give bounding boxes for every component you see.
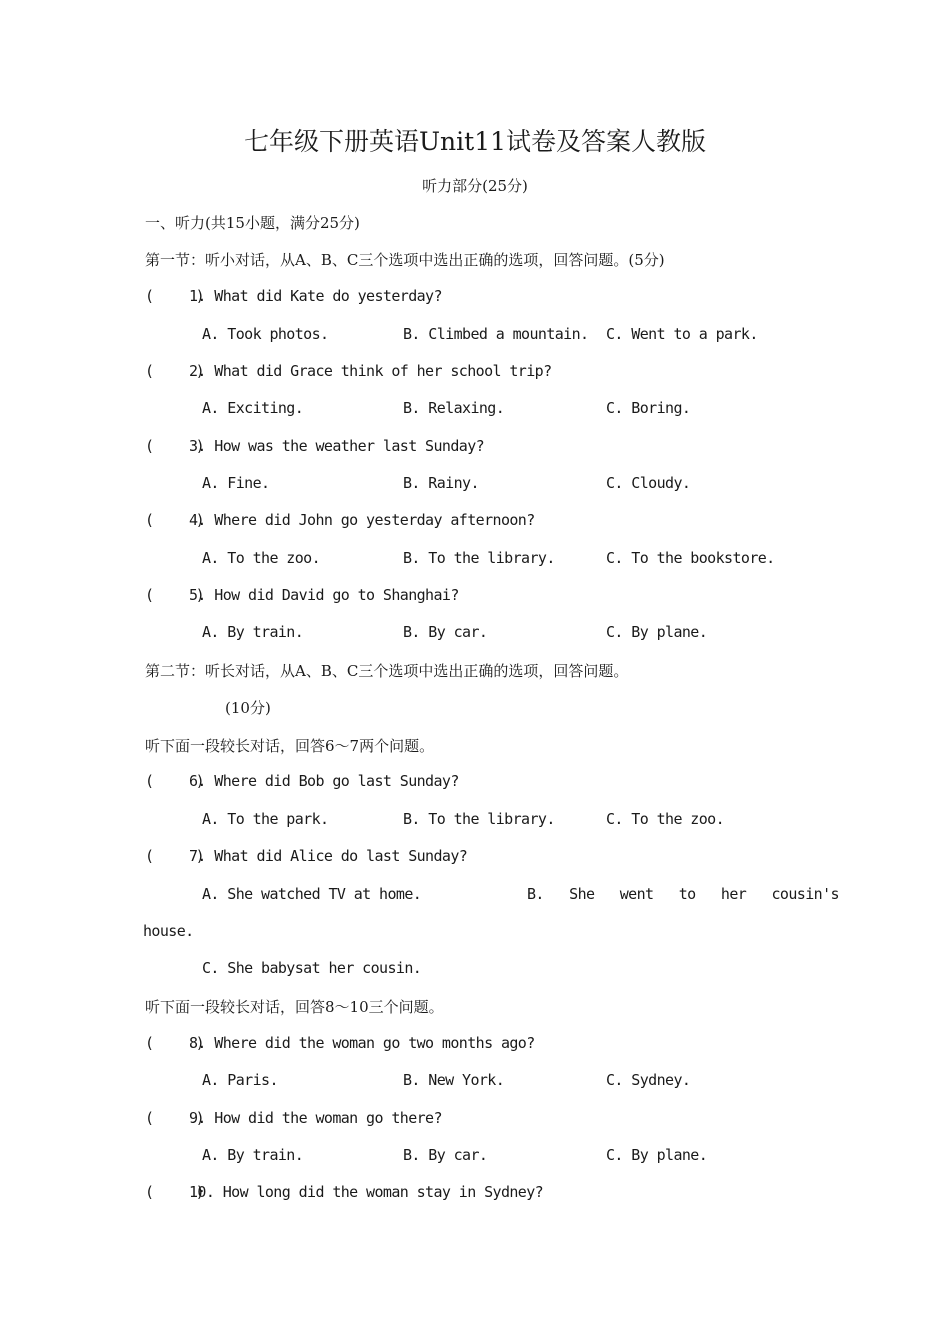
q3-option-b: B. Rainy. [403, 474, 479, 492]
question-text: 4. Where did John go yesterday afternoon? [189, 511, 535, 529]
q4-option-c: C. To the bookstore. [606, 549, 775, 567]
q6-option-b: B. To the library. [403, 810, 555, 828]
answer-blank[interactable]: ( ) [145, 1183, 205, 1201]
q5-option-c: C. By plane. [606, 623, 708, 641]
q6-option-a: A. To the park. [202, 810, 329, 828]
question-9 [145, 1109, 442, 1127]
q7-option-c: C. She babysat her cousin. [202, 959, 422, 977]
q9-option-b: B. By car. [403, 1146, 488, 1164]
q2-option-a: A. Exciting. [202, 399, 304, 417]
q6-option-c: C. To the zoo. [606, 810, 725, 828]
q8-option-c: C. Sydney. [606, 1071, 691, 1089]
question-1 [145, 287, 442, 305]
answer-blank[interactable]: ( ) [145, 437, 205, 455]
answer-blank[interactable]: ( ) [145, 287, 205, 305]
q1-option-b: B. Climbed a mountain. [403, 325, 589, 343]
q7-option-b: B. She went to her cousin's [527, 885, 839, 903]
q5-option-a: A. By train. [202, 623, 304, 641]
question-8 [145, 1034, 535, 1052]
section2-heading: 第二节：听长对话，从A、B、C三个选项中选出正确的选项，回答问题。 [145, 662, 629, 680]
q9-option-c: C. By plane. [606, 1146, 708, 1164]
q2-option-c: C. Boring. [606, 399, 691, 417]
answer-blank[interactable]: ( ) [145, 847, 205, 865]
q8-option-b: B. New York. [403, 1071, 505, 1089]
q1-option-a: A. Took photos. [202, 325, 329, 343]
part1-heading: 一、听力(共15小题，满分25分) [145, 214, 360, 232]
answer-blank[interactable]: ( ) [145, 1034, 205, 1052]
question-text: 6. Where did Bob go last Sunday? [189, 772, 459, 790]
answer-blank[interactable]: ( ) [145, 772, 205, 790]
dialog2-intro: 听下面一段较长对话，回答8～10三个问题。 [145, 998, 444, 1016]
q1-option-c: C. Went to a park. [606, 325, 758, 343]
question-2 [145, 362, 552, 380]
question-text: 5. How did David go to Shanghai? [189, 586, 459, 604]
question-6 [145, 772, 459, 790]
answer-blank[interactable]: ( ) [145, 362, 205, 380]
q4-option-b: B. To the library. [403, 549, 555, 567]
question-text: 7. What did Alice do last Sunday? [189, 847, 468, 865]
page-subtitle: 听力部分(25分) [422, 177, 528, 195]
question-text: 9. How did the woman go there? [189, 1109, 442, 1127]
q9-option-a: A. By train. [202, 1146, 304, 1164]
q8-option-a: A. Paris. [202, 1071, 278, 1089]
answer-blank[interactable]: ( ) [145, 1109, 205, 1127]
q4-option-a: A. To the zoo. [202, 549, 321, 567]
page-title: 七年级下册英语Unit11试卷及答案人教版 [243, 127, 707, 156]
q3-option-c: C. Cloudy. [606, 474, 691, 492]
question-text: 1. What did Kate do yesterday? [189, 287, 442, 305]
q5-option-b: B. By car. [403, 623, 488, 641]
question-7 [145, 847, 467, 865]
answer-blank[interactable]: ( ) [145, 511, 205, 529]
question-text: 2. What did Grace think of her school trip? [189, 362, 552, 380]
question-3 [145, 437, 484, 455]
section2-score: (10分) [225, 699, 271, 717]
answer-blank[interactable]: ( ) [145, 586, 205, 604]
question-4 [145, 511, 535, 529]
q2-option-b: B. Relaxing. [403, 399, 505, 417]
dialog1-intro: 听下面一段较长对话，回答6～7两个问题。 [145, 737, 435, 755]
section1-heading: 第一节：听小对话，从A、B、C三个选项中选出正确的选项，回答问题。(5分) [145, 251, 665, 269]
q3-option-a: A. Fine. [202, 474, 270, 492]
question-text: 10. How long did the woman stay in Sydney? [189, 1183, 544, 1201]
question-5 [145, 586, 459, 604]
question-text: 8. Where did the woman go two months ago? [189, 1034, 535, 1052]
q7-option-a: A. She watched TV at home. [202, 885, 422, 903]
q7-option-b-continued: house. [143, 922, 194, 940]
question-10 [145, 1183, 543, 1201]
question-text: 3. How was the weather last Sunday? [189, 437, 485, 455]
